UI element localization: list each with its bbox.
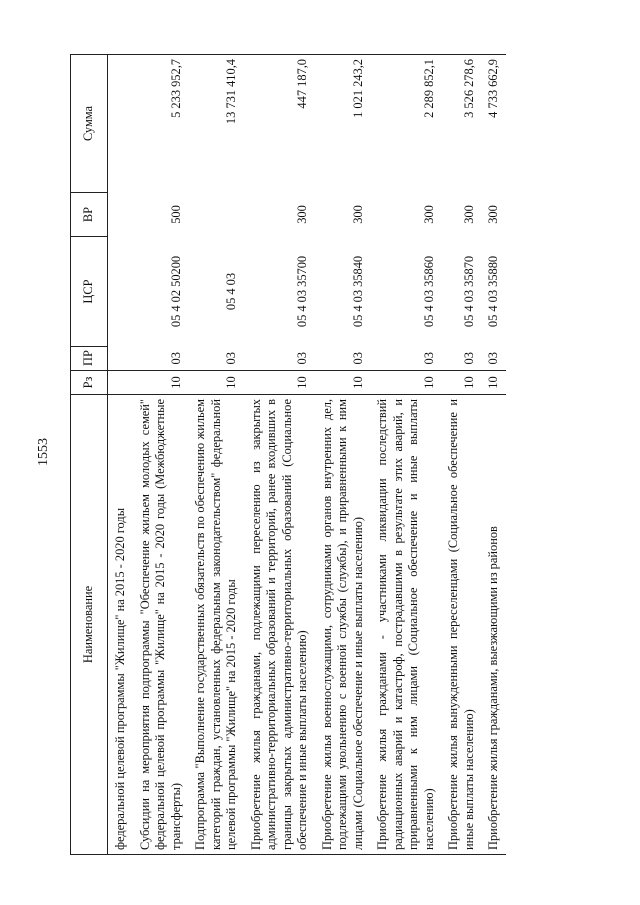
table-row <box>370 55 441 855</box>
row-sum: 4 733 662,9 <box>481 55 506 193</box>
row-pr: 03 <box>350 352 365 365</box>
row-csr: 05 4 03 <box>224 272 238 311</box>
row-rz: 10 <box>133 371 189 395</box>
header-sum: Сумма <box>71 55 108 193</box>
row-csr: 05 4 02 50200 <box>168 255 183 328</box>
row-rz: 10 <box>370 371 441 395</box>
row-vr <box>108 193 133 237</box>
row-csr: 05 4 03 35700 <box>295 255 309 328</box>
row-name: Приобретение жилья гражданами, выезжающими из районов <box>481 395 506 855</box>
budget-table <box>70 54 506 855</box>
rotated-page-content <box>70 55 630 855</box>
row-name: Приобретение жилья военнослужащими, сотрудниками органов внутренних дел, подлежащими увольнению с военной службы (службы), и приравненными к ним лицами (Социальное обеспечение и иные выплаты населению) <box>315 395 371 855</box>
row-sum: 2 289 852,1 <box>370 55 441 193</box>
row-name: федеральной целевой программы "Жилище" на 2015 - 2020 годы <box>108 395 133 855</box>
row-vr: 300 <box>295 205 309 224</box>
row-csr <box>108 237 133 347</box>
row-sum: 3 526 278,6 <box>441 55 481 193</box>
header-rz: Рз <box>71 371 108 395</box>
row-rz: 10 <box>441 371 481 395</box>
row-csr: 05 4 03 35880 <box>486 255 500 328</box>
header-vr: ВР <box>71 193 108 237</box>
header-pr: ПР <box>71 347 108 371</box>
table-row <box>188 55 244 855</box>
row-rz: 10 <box>244 371 315 395</box>
row-pr <box>108 347 133 371</box>
row-pr: 03 <box>486 352 500 365</box>
table-row <box>441 55 481 855</box>
header-name: Наименование <box>71 395 108 855</box>
row-pr: 03 <box>168 352 183 365</box>
page-number: 1553 <box>36 438 51 466</box>
row-pr: 03 <box>295 352 309 365</box>
row-csr: 05 4 03 35840 <box>350 255 365 328</box>
table-row <box>108 55 133 855</box>
table-row <box>315 55 371 855</box>
row-sum: 447 187,0 <box>244 55 315 193</box>
row-vr: 300 <box>350 205 365 224</box>
row-name: Приобретение жилья гражданами - участниками ликвидации последствий радиационных аварий и катастроф, пострадавшими в результате этих аварий, и приравненными к ним лицами (Социальное обеспечение и иные выплаты населению) <box>370 395 441 855</box>
header-csr: ЦСР <box>71 237 108 347</box>
table-row <box>133 55 189 855</box>
row-pr: 03 <box>224 352 238 365</box>
table-header-row <box>71 55 108 855</box>
row-csr: 05 4 03 35860 <box>421 255 436 328</box>
row-name: Субсидии на мероприятия подпрограммы "Обеспечение жильем молодых семей" федеральной целевой программы "Жилище" на 2015 - 2020 годы (Межбюджетные трансферты) <box>133 395 189 855</box>
table-row <box>244 55 315 855</box>
row-vr: 300 <box>421 205 436 224</box>
row-csr: 05 4 03 35870 <box>461 255 476 328</box>
row-vr: 300 <box>461 205 476 224</box>
table-row <box>481 55 506 855</box>
row-vr <box>188 193 244 237</box>
row-rz <box>108 371 133 395</box>
row-name: Приобретение жилья гражданами, подлежащими переселению из закрытых административно-территориальных образований и территорий, ранее входивших в границы закрытых административно-территориальных образований (Социальное обеспечение и иные выплаты населению) <box>244 395 315 855</box>
row-rz: 10 <box>481 371 506 395</box>
row-sum: 5 233 952,7 <box>133 55 189 193</box>
row-sum: 13 731 410,4 <box>188 55 244 193</box>
row-rz: 10 <box>188 371 244 395</box>
row-rz: 10 <box>315 371 371 395</box>
row-pr: 03 <box>421 352 436 365</box>
row-vr: 300 <box>486 205 500 224</box>
row-vr: 500 <box>168 205 183 224</box>
row-sum <box>108 55 133 193</box>
row-pr: 03 <box>461 352 476 365</box>
row-name: Подпрограмма "Выполнение государственных обязательств по обеспечению жильем категорий граждан, установленных федеральным законодательством" федеральной целевой программы "Жилище" на 2015 - 2020 годы <box>188 395 244 855</box>
row-name: Приобретение жилья вынужденными переселенцами (Социальное обеспечение и иные выплаты населению) <box>441 395 481 855</box>
row-sum: 1 021 243,2 <box>315 55 371 193</box>
